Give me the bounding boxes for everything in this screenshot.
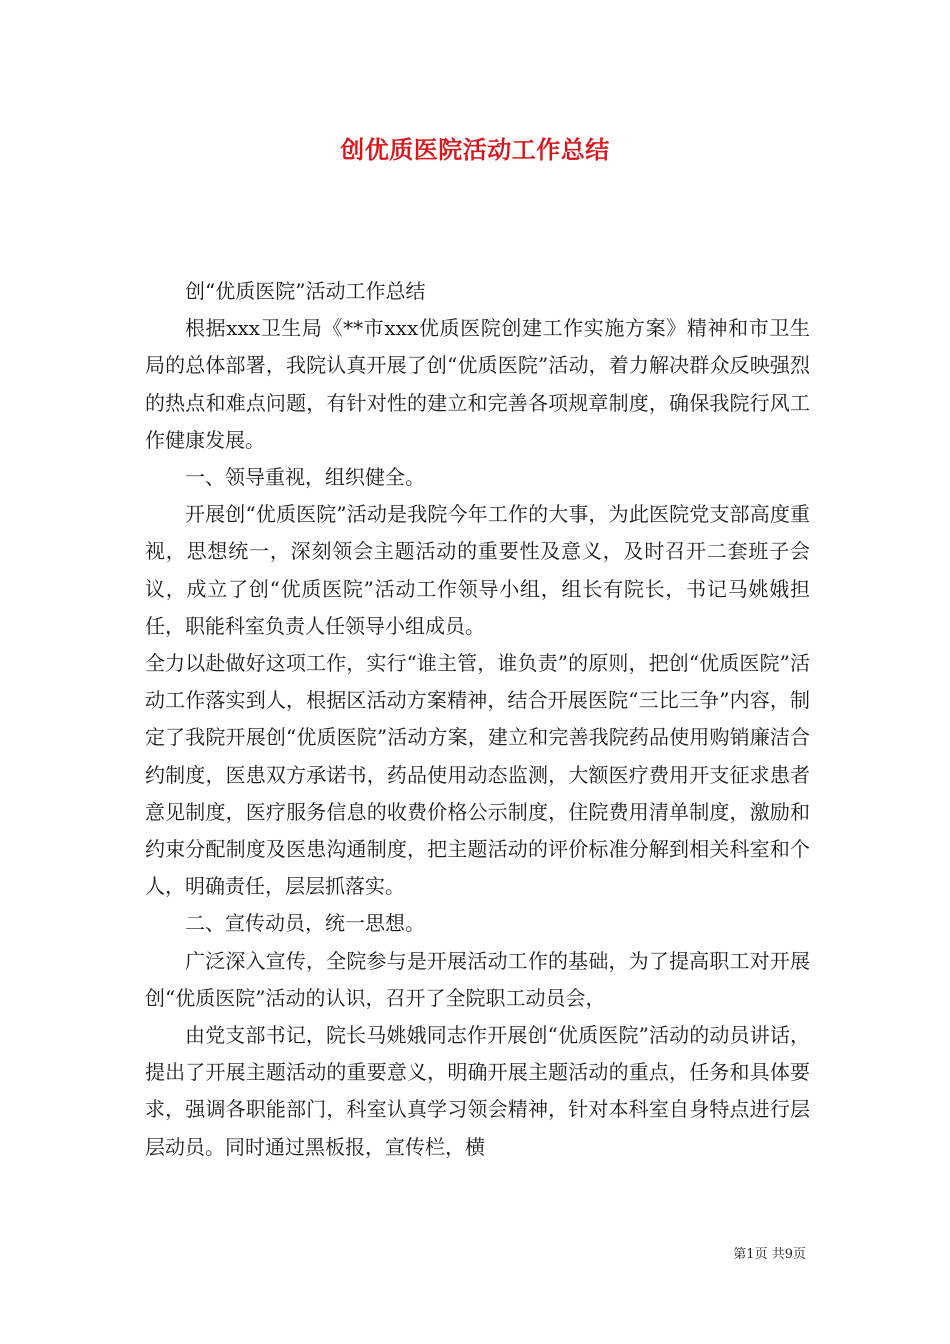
section-heading-1: 一、领导重视，组织健全。 <box>185 465 425 490</box>
page-label-suffix: 页 <box>792 1247 806 1262</box>
paragraph-intro: 根据xxx卫生局《**市xxx优质医院创建工作实施方案》精神和市卫生局的总体部署，我院认真开展了创“优质医院”活动，着力解决群众反映强烈的热点和难点问题，有针对性的建立和完善各项规章制度，确保我院行风工作健康发展。 <box>145 316 810 452</box>
page-label-prefix: 第 <box>733 1247 747 1262</box>
paragraph: 开展创“优质医院”活动是我院今年工作的大事，为此医院党支部高度重视，思想统一，深刻领会主题活动的重要性及意义，及时召开二套班子会议，成立了创“优质医院”活动工作领导小组，组长有院长，书记马姚娥担任，职能科室负责人任领导小组成员。 <box>145 502 810 638</box>
document-body <box>145 273 810 1166</box>
page-number-footer <box>733 1246 806 1264</box>
document-title: 创优质医院活动工作总结 <box>340 136 610 164</box>
paragraph: 广泛深入宣传，全院参与是开展活动工作的基础，为了提高职工对开展创“优质医院”活动的认识，召开了全院职工动员会， <box>145 948 810 1010</box>
total-pages: 9 <box>784 1247 793 1262</box>
paragraph: 全力以赴做好这项工作，实行“谁主管，谁负责”的原则，把创“优质医院”活动工作落实到人，根据区活动方案精神，结合开展医院“三比三争”内容，制定了我院开展创“优质医院”活动方案，建立和完善我院药品使用购销廉洁合约制度，医患双方承诺书，药品使用动态监测，大额医疗费用开支征求患者意见制度，医疗服务信息的收费价格公示制度，住院费用清单制度，激励和约束分配制度及医患沟通制度，把主题活动的评价标准分解到相关科室和个人，明确责任，层层抓落实。 <box>145 651 810 899</box>
section-heading-2: 二、宣传动员，统一思想。 <box>185 911 425 936</box>
paragraph: 由党支部书记，院长马姚娥同志作开展创“优质医院”活动的动员讲话，提出了开展主题活动的重要意义，明确开展主题活动的重点，任务和具体要求，强调各职能部门，科室认真学习领会精神，针对本科室自身特点进行层层动员。同时通过黑板报，宣传栏，横 <box>145 1023 810 1159</box>
current-page: 1 <box>746 1247 755 1262</box>
page-label-middle: 页 共 <box>754 1247 785 1262</box>
paragraph-heading: 创“优质医院”活动工作总结 <box>185 279 426 303</box>
